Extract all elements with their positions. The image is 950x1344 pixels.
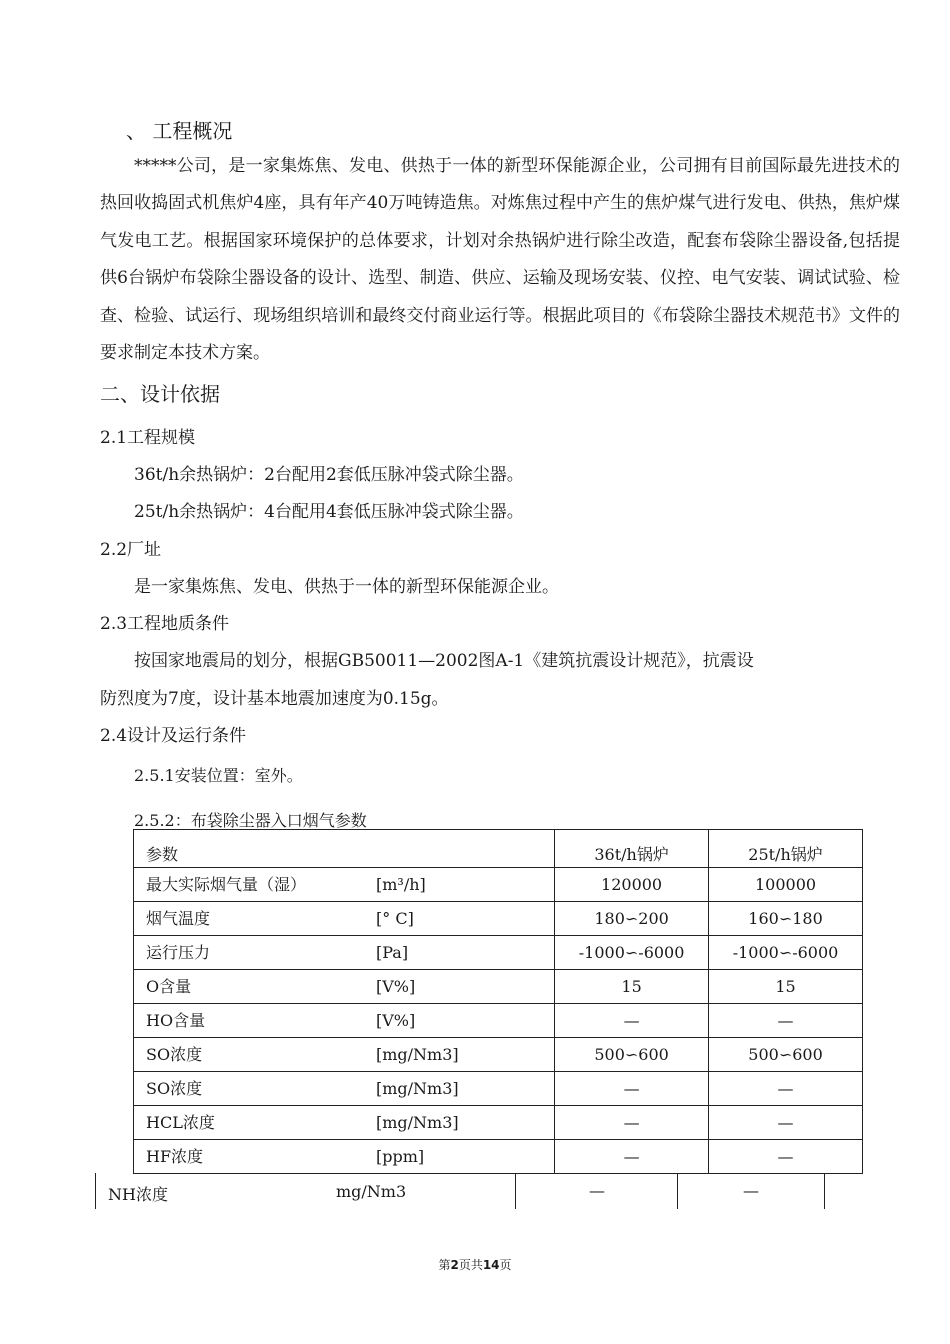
param-name: 最大实际烟气量（湿）: [146, 874, 307, 894]
nh3-value-25t: —: [677, 1173, 825, 1209]
value-25t: 100000: [709, 868, 863, 902]
param-name: O含量: [146, 976, 192, 996]
table-row: [134, 868, 863, 902]
geology-line-1: 按国家地震局的划分，根据GB50011—2002图A-1《建筑抗震设计规范》，抗震设: [134, 651, 754, 671]
nh3-unit: mg/Nm3: [336, 1182, 407, 1201]
param-unit: [mg/Nm3]: [376, 1078, 459, 1098]
value-36t: —: [555, 1106, 709, 1140]
overview-paragraph: [100, 148, 900, 372]
table-row: [134, 970, 863, 1004]
table-caption: 2.5.2：布袋除尘器入口烟气参数: [134, 811, 367, 830]
footer-prefix: 第: [438, 1258, 451, 1272]
nh3-param-cell: [95, 1173, 516, 1209]
param-unit: [ppm]: [376, 1146, 425, 1166]
param-name: 运行压力: [146, 942, 211, 962]
footer-suffix: 页: [499, 1258, 512, 1272]
value-25t: 160∽180: [709, 902, 863, 936]
footer-middle: 页共: [458, 1258, 483, 1272]
param-unit: [mg/Nm3]: [376, 1044, 459, 1064]
section-heading-design-basis: 二、设计依据: [100, 382, 220, 406]
param-cell: [134, 1106, 555, 1140]
param-cell: [134, 1140, 555, 1174]
table-row-nh3: [95, 1173, 824, 1209]
param-name: HF浓度: [146, 1146, 204, 1166]
value-36t: -1000∽-6000: [555, 936, 709, 970]
subsection-2-3-title: 2.3工程地质条件: [100, 614, 230, 634]
site-line: 是一家集炼焦、发电、供热于一体的新型环保能源企业。: [134, 577, 559, 597]
param-cell: [134, 902, 555, 936]
value-25t: —: [709, 1072, 863, 1106]
subsection-2-4-title: 2.4设计及运行条件: [100, 726, 247, 746]
scale-line-25t: 25t/h余热锅炉：4台配用4套低压脉冲袋式除尘器。: [134, 502, 524, 522]
param-unit: [V%]: [376, 976, 416, 996]
table-row: [134, 1038, 863, 1072]
param-unit: [V%]: [376, 1010, 416, 1030]
subsection-2-2-title: 2.2厂址: [100, 540, 162, 560]
nh3-value-36t: —: [515, 1173, 678, 1209]
value-36t: 15: [555, 970, 709, 1004]
table-row: [134, 902, 863, 936]
param-cell: [134, 868, 555, 902]
geology-line-2: 防烈度为7度，设计基本地震加速度为0.15g。: [100, 689, 449, 709]
scale-line-36t: 36t/h余热锅炉：2台配用2套低压脉冲袋式除尘器。: [134, 465, 524, 485]
value-36t: —: [555, 1072, 709, 1106]
value-25t: -1000∽-6000: [709, 936, 863, 970]
header-36t: 36t/h锅炉: [555, 830, 709, 868]
param-name: SO浓度: [146, 1078, 203, 1098]
value-25t: 15: [709, 970, 863, 1004]
page-footer: [0, 1256, 950, 1273]
overview-paragraph-text: *****公司，是一家集炼焦、发电、供热于一体的新型环保能源企业，公司拥有目前国际最先进技术的热回收捣固式机焦炉4座，具有年产40万吨铸造焦。对炼焦过程中产生的焦炉煤气进行发电、供热，焦炉煤气发电工艺。根据国家环境保护的总体要求，计划对余热锅炉进行除尘改造，配套布袋除尘器设备,包括提供6台锅炉布袋除尘器设备的设计、选型、制造、供应、运输及现场安装、仪控、电气安装、调试试验、检查、检验、试运行、现场组织培训和最终交付商业运行等。根据此项目的《布袋除尘器技术规范书》文件的要求制定本技术方案。: [100, 156, 900, 364]
header-25t: 25t/h锅炉: [709, 830, 863, 868]
table-row: [134, 1106, 863, 1140]
param-cell: [134, 1004, 555, 1038]
value-25t: 500∽600: [709, 1038, 863, 1072]
param-unit: [mg/Nm3]: [376, 1112, 459, 1132]
value-25t: —: [709, 1106, 863, 1140]
table-row: [134, 1072, 863, 1106]
param-unit: [° C]: [376, 908, 414, 928]
value-36t: —: [555, 1004, 709, 1038]
param-name: HCL浓度: [146, 1112, 215, 1132]
param-name: HO含量: [146, 1010, 206, 1030]
footer-page-number: 2: [450, 1258, 459, 1272]
param-cell: [134, 936, 555, 970]
param-unit: [Pa]: [376, 942, 409, 962]
nh3-param: NH浓度: [108, 1185, 168, 1204]
value-36t: 180∽200: [555, 902, 709, 936]
param-name: 烟气温度: [146, 908, 211, 928]
param-cell: [134, 1072, 555, 1106]
table-row: [134, 936, 863, 970]
param-cell: [134, 970, 555, 1004]
value-36t: —: [555, 1140, 709, 1174]
section-heading-overview: 、 工程概况: [126, 119, 233, 143]
flue-gas-parameter-table: [133, 829, 863, 1174]
value-36t: 120000: [555, 868, 709, 902]
footer-total-pages: 14: [482, 1258, 500, 1272]
value-25t: —: [709, 1004, 863, 1038]
table-row: [134, 1140, 863, 1174]
subsection-2-1-title: 2.1工程规模: [100, 428, 196, 448]
table-body: [134, 830, 863, 1174]
table-header-row: [134, 830, 863, 868]
param-cell: [134, 1038, 555, 1072]
value-25t: —: [709, 1140, 863, 1174]
install-location-line: 2.5.1安装位置：室外。: [134, 766, 303, 785]
header-param: 参数: [134, 830, 555, 868]
table-row: [134, 1004, 863, 1038]
param-name: SO浓度: [146, 1044, 203, 1064]
value-36t: 500∽600: [555, 1038, 709, 1072]
param-unit: [m³/h]: [376, 874, 426, 894]
